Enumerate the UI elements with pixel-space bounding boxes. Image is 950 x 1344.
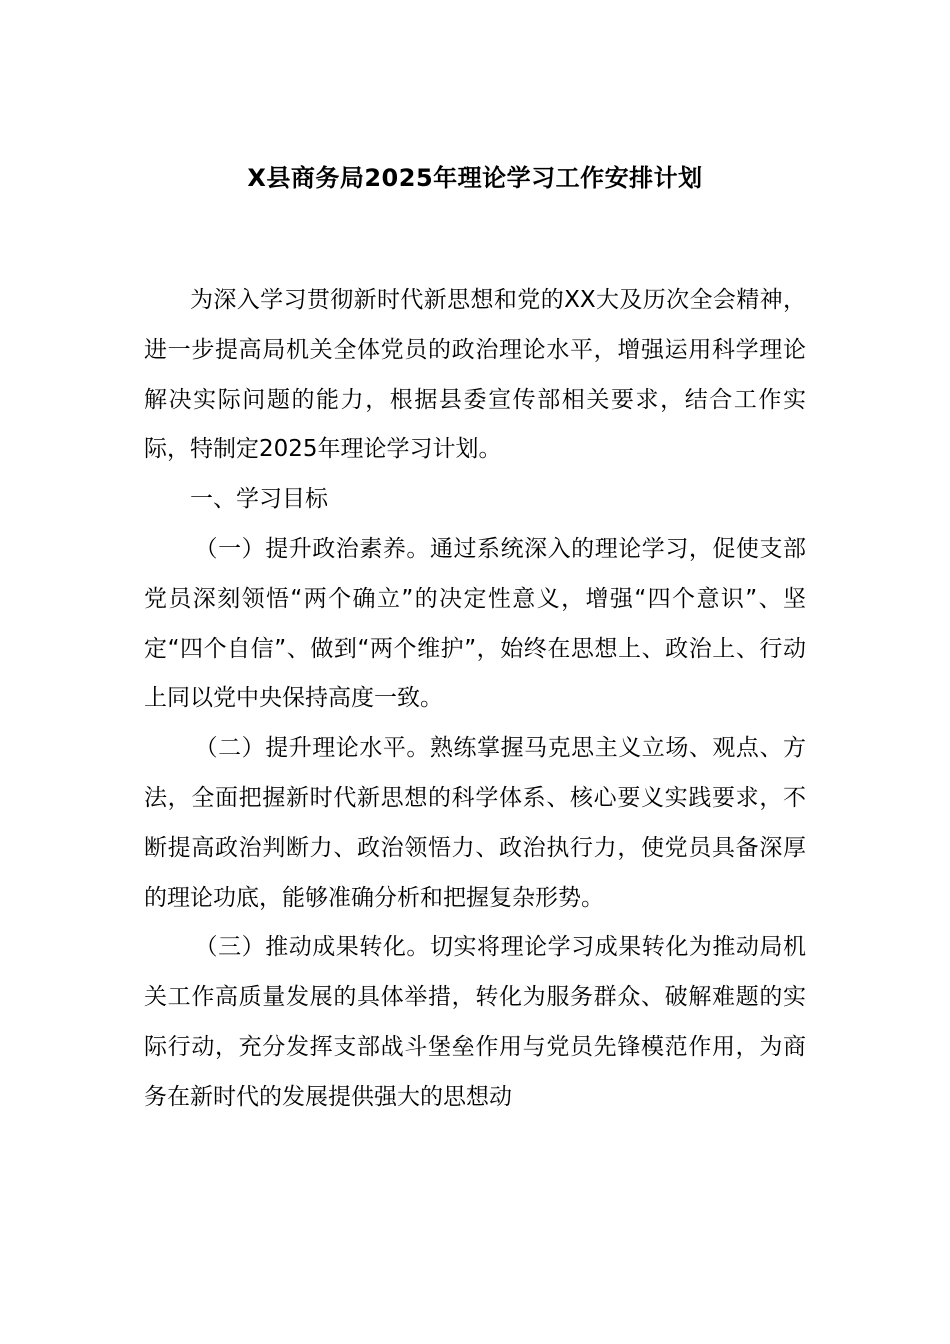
- goal-paragraph-1: （一）提升政治素养。通过系统深入的理论学习，促使支部党员深刻领悟“两个确立”的决定性意义，增强“四个意识”、坚定“四个自信”、做到“两个维护”，始终在思想上、政治上、行动上同以党中央保持高度一致。: [144, 535, 806, 712]
- document-body: [144, 276, 806, 1123]
- intro-paragraph: 为深入学习贯彻新时代新思想和党的XX大及历次全会精神，进一步提高局机关全体党员的政治理论水平，增强运用科学理论解决实际问题的能力，根据县委宣传部相关要求，结合工作实际，特制定2025年理论学习计划。: [144, 287, 806, 463]
- document-title: X县商务局2025年理论学习工作安排计划: [247, 164, 703, 192]
- goal-paragraph-2: （二）提升理论水平。熟练掌握马克思主义立场、观点、方法，全面把握新时代新思想的科学体系、核心要义实践要求，不断提高政治判断力、政治领悟力、政治执行力，使党员具备深厚的理论功底，能够准确分析和把握复杂形势。: [144, 735, 806, 911]
- section-heading-learning-goals: 一、学习目标: [190, 486, 328, 513]
- goal-paragraph-3: （三）推动成果转化。切实将理论学习成果转化为推动局机关工作高质量发展的具体举措，转化为服务群众、破解难题的实际行动，充分发挥支部战斗堡垒作用与党员先锋模范作用，为商务在新时代的发展提供强大的思想动: [144, 934, 806, 1110]
